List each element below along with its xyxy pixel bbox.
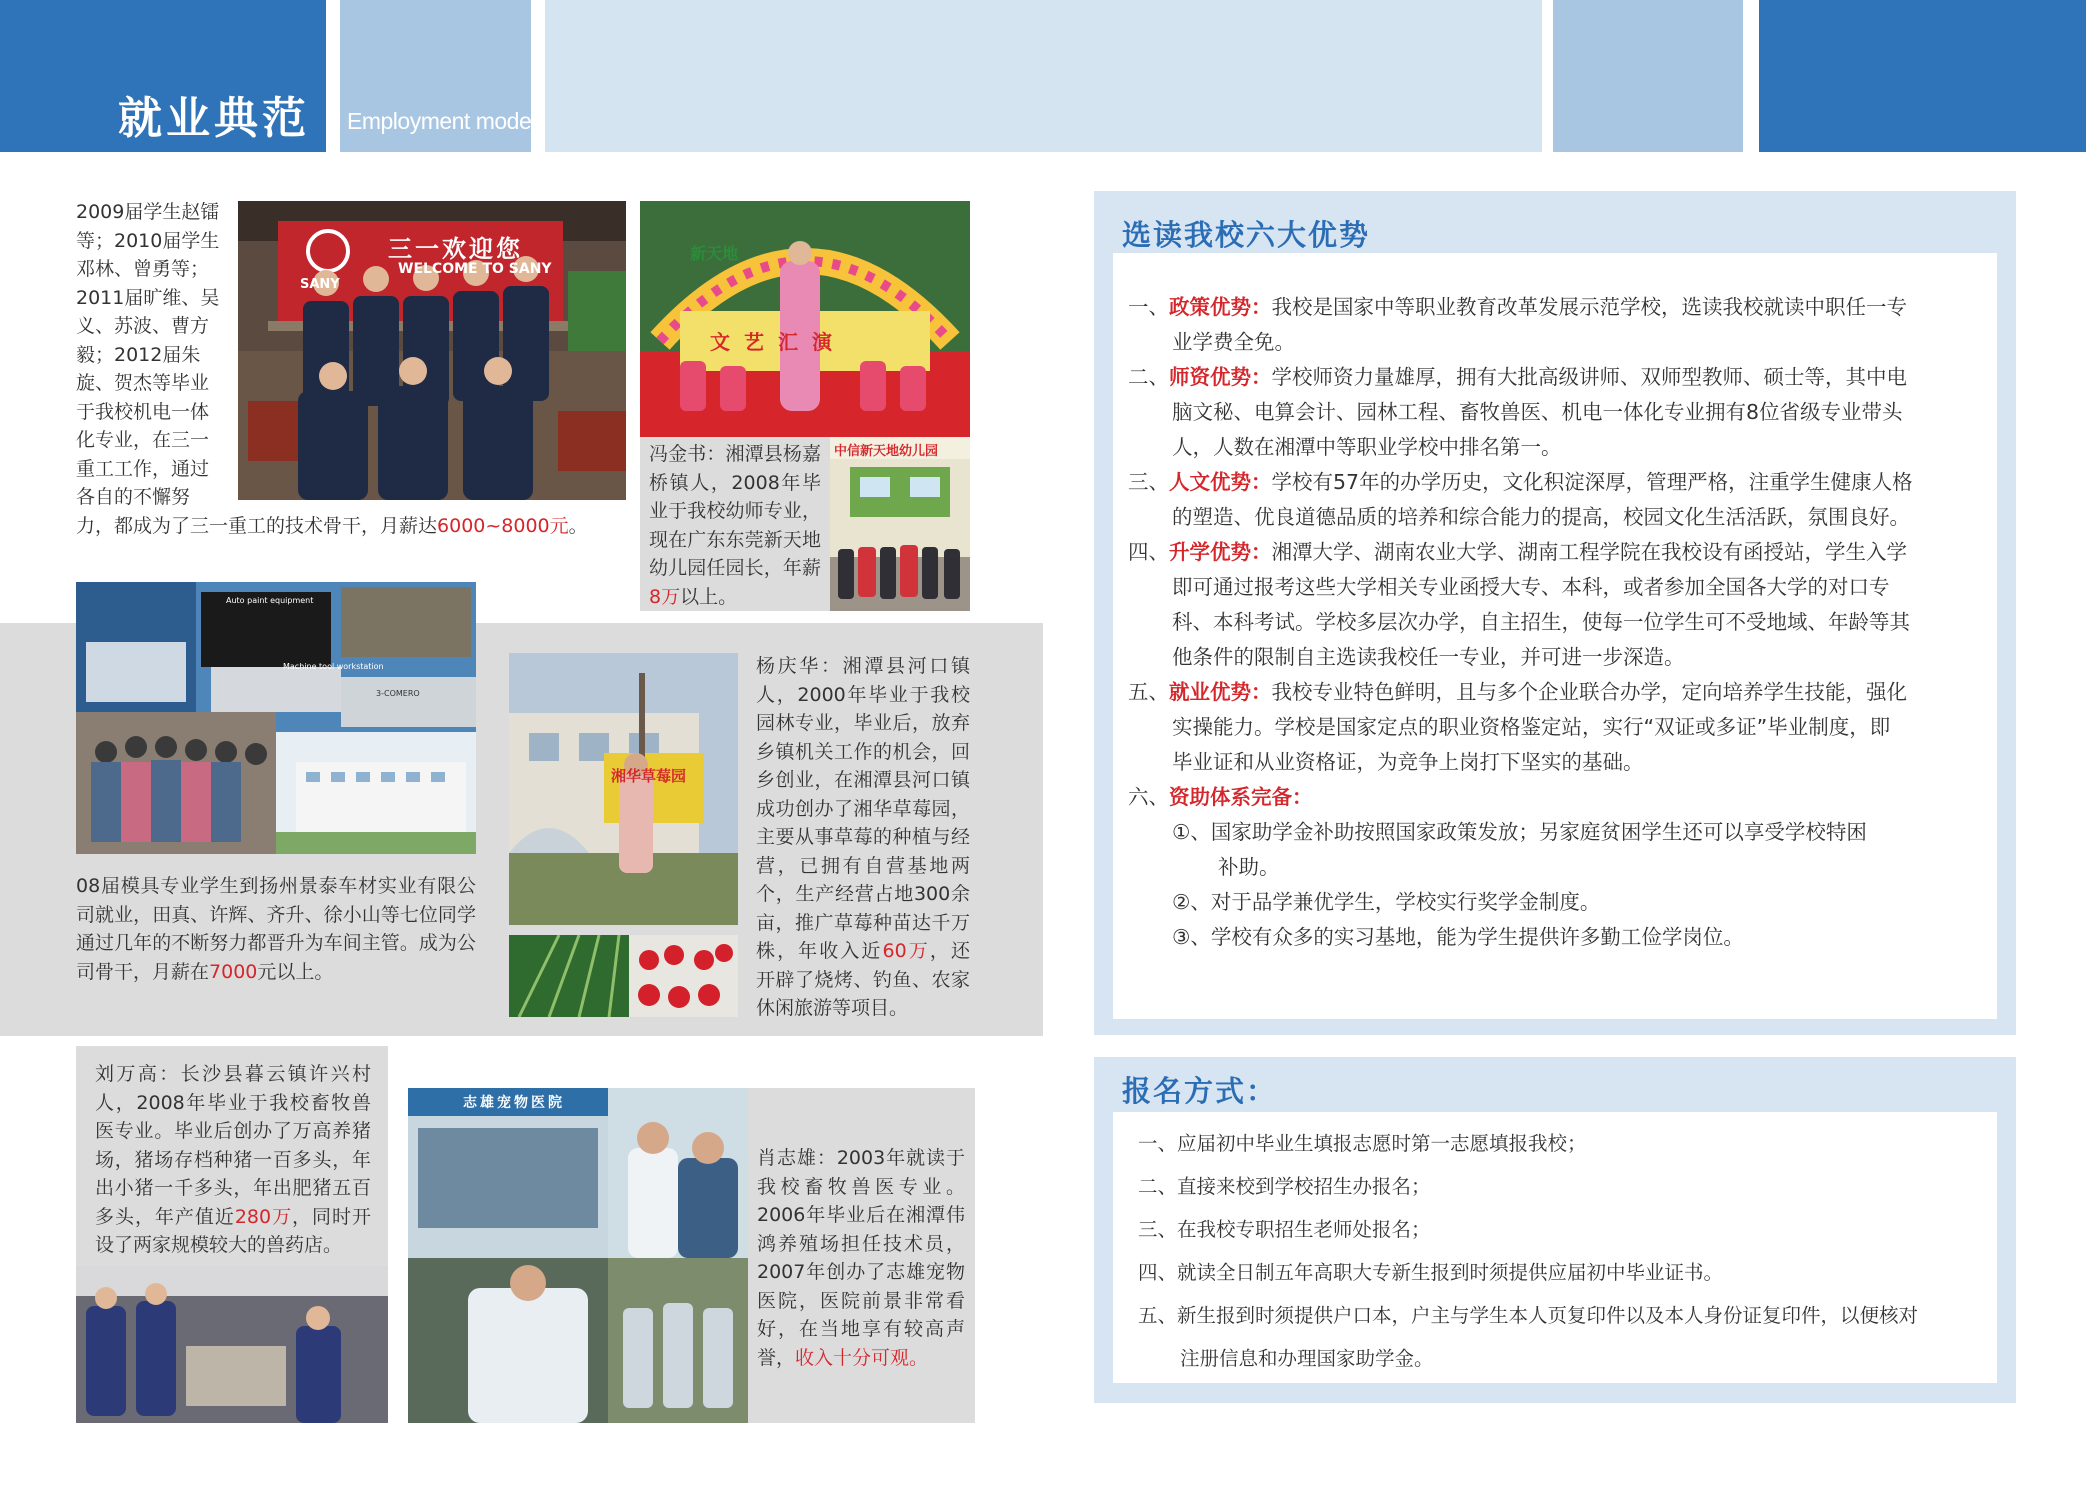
story-3-salary: 7000: [209, 960, 258, 983]
photo-sany-welcome: WELCOME TO SANY: [398, 261, 552, 277]
subsidy-item-1: [1128, 815, 1990, 885]
story-4-salary: 60万: [882, 940, 930, 962]
photo-strawberry-farm: [509, 653, 738, 925]
story-1-line: 邓林、曾勇等；: [76, 258, 210, 280]
photo-strawberry-crops: [509, 935, 738, 1017]
story-6-text: [757, 1144, 965, 1372]
advantage-line: 我校专业特色鲜明，且与多个企业联合办学，定向培养学生技能，强化: [1271, 680, 1907, 704]
advantage-num: 六、: [1128, 785, 1169, 809]
advantage-num: 一、: [1128, 295, 1169, 319]
story-3-suffix: 元以上。: [257, 960, 334, 983]
advantage-num: 二、: [1128, 365, 1169, 389]
subsidy-item-2: [1128, 885, 1990, 920]
photo-factory-collage: [76, 582, 476, 854]
advantage-line: 他条件的限制自主选读我校任一专业，并可进一步深造。: [1172, 645, 1685, 669]
story-5-text: [95, 1060, 371, 1260]
registration-item-5-continuation: 注册信息和办理国家助学金。: [1180, 1347, 1434, 1370]
story-1-line: 2009届学生赵镭: [76, 201, 220, 223]
photo-pet-sign: 志雄宠物医院: [463, 1095, 565, 1111]
advantage-employment: [1128, 675, 1990, 780]
photo-collage-graphic: [76, 582, 476, 854]
story-6-highlight: 收入十分可观。: [795, 1346, 929, 1369]
page-subtitle: Employment model: [347, 108, 536, 134]
advantage-line: 学校有57年的办学历史，文化积淀深厚，管理严格，注重学生健康人格: [1271, 470, 1913, 494]
story-4-text: [756, 652, 970, 1023]
story-3-body: 08届模具专业学生到扬州景泰车材实业有限公司就业，田真、许辉、齐升、徐小山等七位同学通过几年的不断努力都晋升为车间主管。成为公司骨干，月薪在: [76, 875, 476, 983]
advantage-label: 就业优势：: [1169, 680, 1272, 704]
advantage-line: 实操能力。学校是国家定点的职业资格鉴定站，实行“双证或多证”毕业制度，即: [1172, 715, 1891, 739]
subsidy-line: ③、学校有众多的实习基地，能为学生提供许多勤工俭学岗位。: [1172, 925, 1744, 949]
photo-stage-title: 文艺汇演: [710, 330, 846, 354]
advantages-title: 选读我校六大优势: [1122, 218, 1371, 252]
story-1-last-suffix: 。: [568, 515, 588, 537]
photo-pet-graphic: [408, 1088, 748, 1423]
photo-kindergarten-staff: [830, 437, 970, 611]
photo-stage-graphic: [640, 201, 970, 437]
advantage-faculty: [1128, 360, 1990, 465]
registration-item-1: 一、应届初中毕业生填报志愿时第一志愿填报我校；: [1138, 1132, 1587, 1155]
advantage-line: 毕业证和从业资格证，为竞争上岗打下坚实的基础。: [1172, 750, 1644, 774]
subsidy-item-3: [1128, 920, 1990, 955]
story-4-suffix: ，还开辟了烧烤、钓鱼、农家休闲旅游等项目。: [756, 940, 970, 1019]
registration-item-5: 五、新生报到时须提供户口本，户主与学生本人页复印件以及本人身份证复印件，以便核对: [1138, 1304, 1919, 1327]
advantage-culture: [1128, 465, 1990, 535]
advantage-num: 五、: [1128, 680, 1169, 704]
photo-sany-sign: 三一欢迎您: [388, 235, 523, 263]
subsidy-line: ①、国家助学金补助按照国家政策发放；另家庭贫困学生还可以享受学校特困: [1172, 820, 1867, 844]
page-title: 就业典范: [118, 93, 310, 144]
story-1-line: 等；2010届学生: [76, 229, 220, 252]
advantage-line: 学校师资力量雄厚，拥有大批高级讲师、双师型教师、硕士等，其中电: [1271, 365, 1907, 389]
advantage-line: 我校是国家中等职业教育改革发展示范学校，选读我校就读中职任一专: [1271, 295, 1907, 319]
story-2-body: 冯金书：湘潭县杨嘉桥镇人，2008年毕业于我校幼师专业，现在广东东莞新天地幼儿园任园长，年薪: [649, 443, 821, 579]
registration-item-3: 三、在我校专职招生老师处报名；: [1138, 1218, 1431, 1241]
registration-item-2: 二、直接来校到学校招生办报名；: [1138, 1175, 1431, 1198]
photo-staff-graphic: [830, 437, 970, 611]
registration-title: 报名方式：: [1122, 1074, 1278, 1108]
photo-kindergarten-stage: [640, 201, 970, 437]
advantage-label: 人文优势：: [1169, 470, 1272, 494]
photo-staff-sign: 中信新天地幼儿园: [834, 444, 939, 459]
story-1-line: 于我校机电一体: [76, 400, 210, 423]
advantage-line: 脑文秘、电算会计、园林工程、畜牧兽医、机电一体化专业拥有8位省级专业带头: [1172, 400, 1903, 424]
story-1-last-prefix: 力，都成为了三一重工的技术骨干，月薪达: [76, 515, 438, 537]
header-band-dark-right: [1759, 0, 2086, 152]
advantage-label: 资助体系完备：: [1169, 785, 1313, 809]
story-5-body: 刘万高：长沙县暮云镇许兴村人，2008年毕业于我校畜牧兽医专业。毕业后创办了万高养猪场，猪场存档种猪一百多头，年出小猪一千多头，年出肥猪五百多头，年产值近: [95, 1063, 371, 1228]
advantage-label: 师资优势：: [1169, 365, 1272, 389]
story-2-salary: 8万: [649, 585, 681, 608]
story-1-line: 2011届旷维、吴: [76, 286, 220, 309]
story-1-last-line: [76, 512, 636, 541]
story-6-body: 肖志雄：2003年就读于我校畜牧兽医专业。2006年毕业后在湘潭伟鸿养殖场担任技术员，2007年创办了志雄宠物医院，医院前景非常看好，在当地享有较高声誉，: [757, 1147, 965, 1369]
advantage-line: 科、本科考试。学校多层次办学，自主招生，使每一位学生可不受地域、年龄等其: [1172, 610, 1910, 634]
collage-label-2: Machine tool workstation: [283, 662, 384, 671]
advantage-further-study: [1128, 535, 1990, 675]
photo-sany-brand: SANY: [300, 277, 340, 292]
advantage-num: 四、: [1128, 540, 1169, 564]
story-2-text: [649, 440, 821, 611]
story-3-text: [76, 872, 476, 986]
advantage-line: 人，人数在湘潭中等职业学校中排名第一。: [1172, 435, 1562, 459]
advantage-subsidy: [1128, 780, 1990, 955]
advantage-line: 的塑造、优良道德品质的培养和综合能力的提高，校园文化生活活跃，氛围良好。: [1172, 505, 1910, 529]
collage-label-1: Auto paint equipment: [226, 596, 314, 605]
story-1-line: 毅；2012届朱: [76, 343, 201, 366]
story-5-suffix: ，同时开设了两家规模较大的兽药店。: [95, 1205, 371, 1256]
advantage-line: 即可通过报考这些大学相关专业函授大专、本科，或者参加全国各大学的对口专: [1172, 575, 1890, 599]
story-2-suffix: 以上。: [680, 585, 738, 608]
collage-label-3: 3-COMERO: [376, 689, 420, 698]
photo-stage-banner: 新天地: [690, 244, 739, 263]
subsidy-line: ②、对于品学兼优学生，学校实行奖学金制度。: [1172, 890, 1601, 914]
story-5-salary: 280万: [234, 1205, 293, 1228]
advantage-label: 政策优势：: [1169, 295, 1272, 319]
story-1-text: [76, 198, 226, 512]
header-band-light: [545, 0, 1542, 152]
advantage-line: 湘潭大学、湖南农业大学、湖南工程学院在我校设有函授站，学生入学: [1271, 540, 1907, 564]
subsidy-line: 补助。: [1218, 855, 1280, 879]
photo-sany-team: [238, 201, 626, 500]
story-1-line: 义、苏波、曹方: [76, 315, 210, 337]
header-band-mid-right: [1553, 0, 1743, 152]
story-1-line: 重工工作，通过: [76, 457, 210, 480]
story-1-line: 旋、贺杰等毕业: [76, 372, 210, 394]
story-1-line: 化专业，在三一: [76, 429, 210, 451]
photo-farm-graphic: [509, 653, 738, 925]
photo-pet-hospital: [408, 1088, 748, 1423]
registration-item-4: 四、就读全日制五年高职大专新生报到时须提供应届初中毕业证书。: [1138, 1261, 1724, 1284]
story-4-body: 杨庆华：湘潭县河口镇人，2000年毕业于我校园林专业，毕业后，放弃乡镇机关工作的机会，回乡创业，在湘潭县河口镇成功创办了湘华草莓园，主要从事草莓的种植与经营，已拥有自营基地两个，生产经营占地300余亩，推广草莓种苗达千万株，年收入近: [756, 655, 970, 962]
advantage-policy: [1128, 290, 1990, 360]
photo-pig-farm: [76, 1266, 388, 1423]
advantage-line: 业学费全免。: [1172, 330, 1295, 354]
photo-pig-graphic: [76, 1266, 388, 1423]
story-1-salary: 6000~8000元: [437, 515, 569, 537]
story-1-line: 各自的不懈努: [76, 486, 191, 508]
photo-farm-sign: 湘华草莓园: [611, 767, 687, 785]
advantages-list: [1128, 290, 1990, 955]
advantage-num: 三、: [1128, 470, 1169, 494]
photo-crops-graphic: [509, 935, 738, 1017]
advantage-label: 升学优势：: [1169, 540, 1272, 564]
